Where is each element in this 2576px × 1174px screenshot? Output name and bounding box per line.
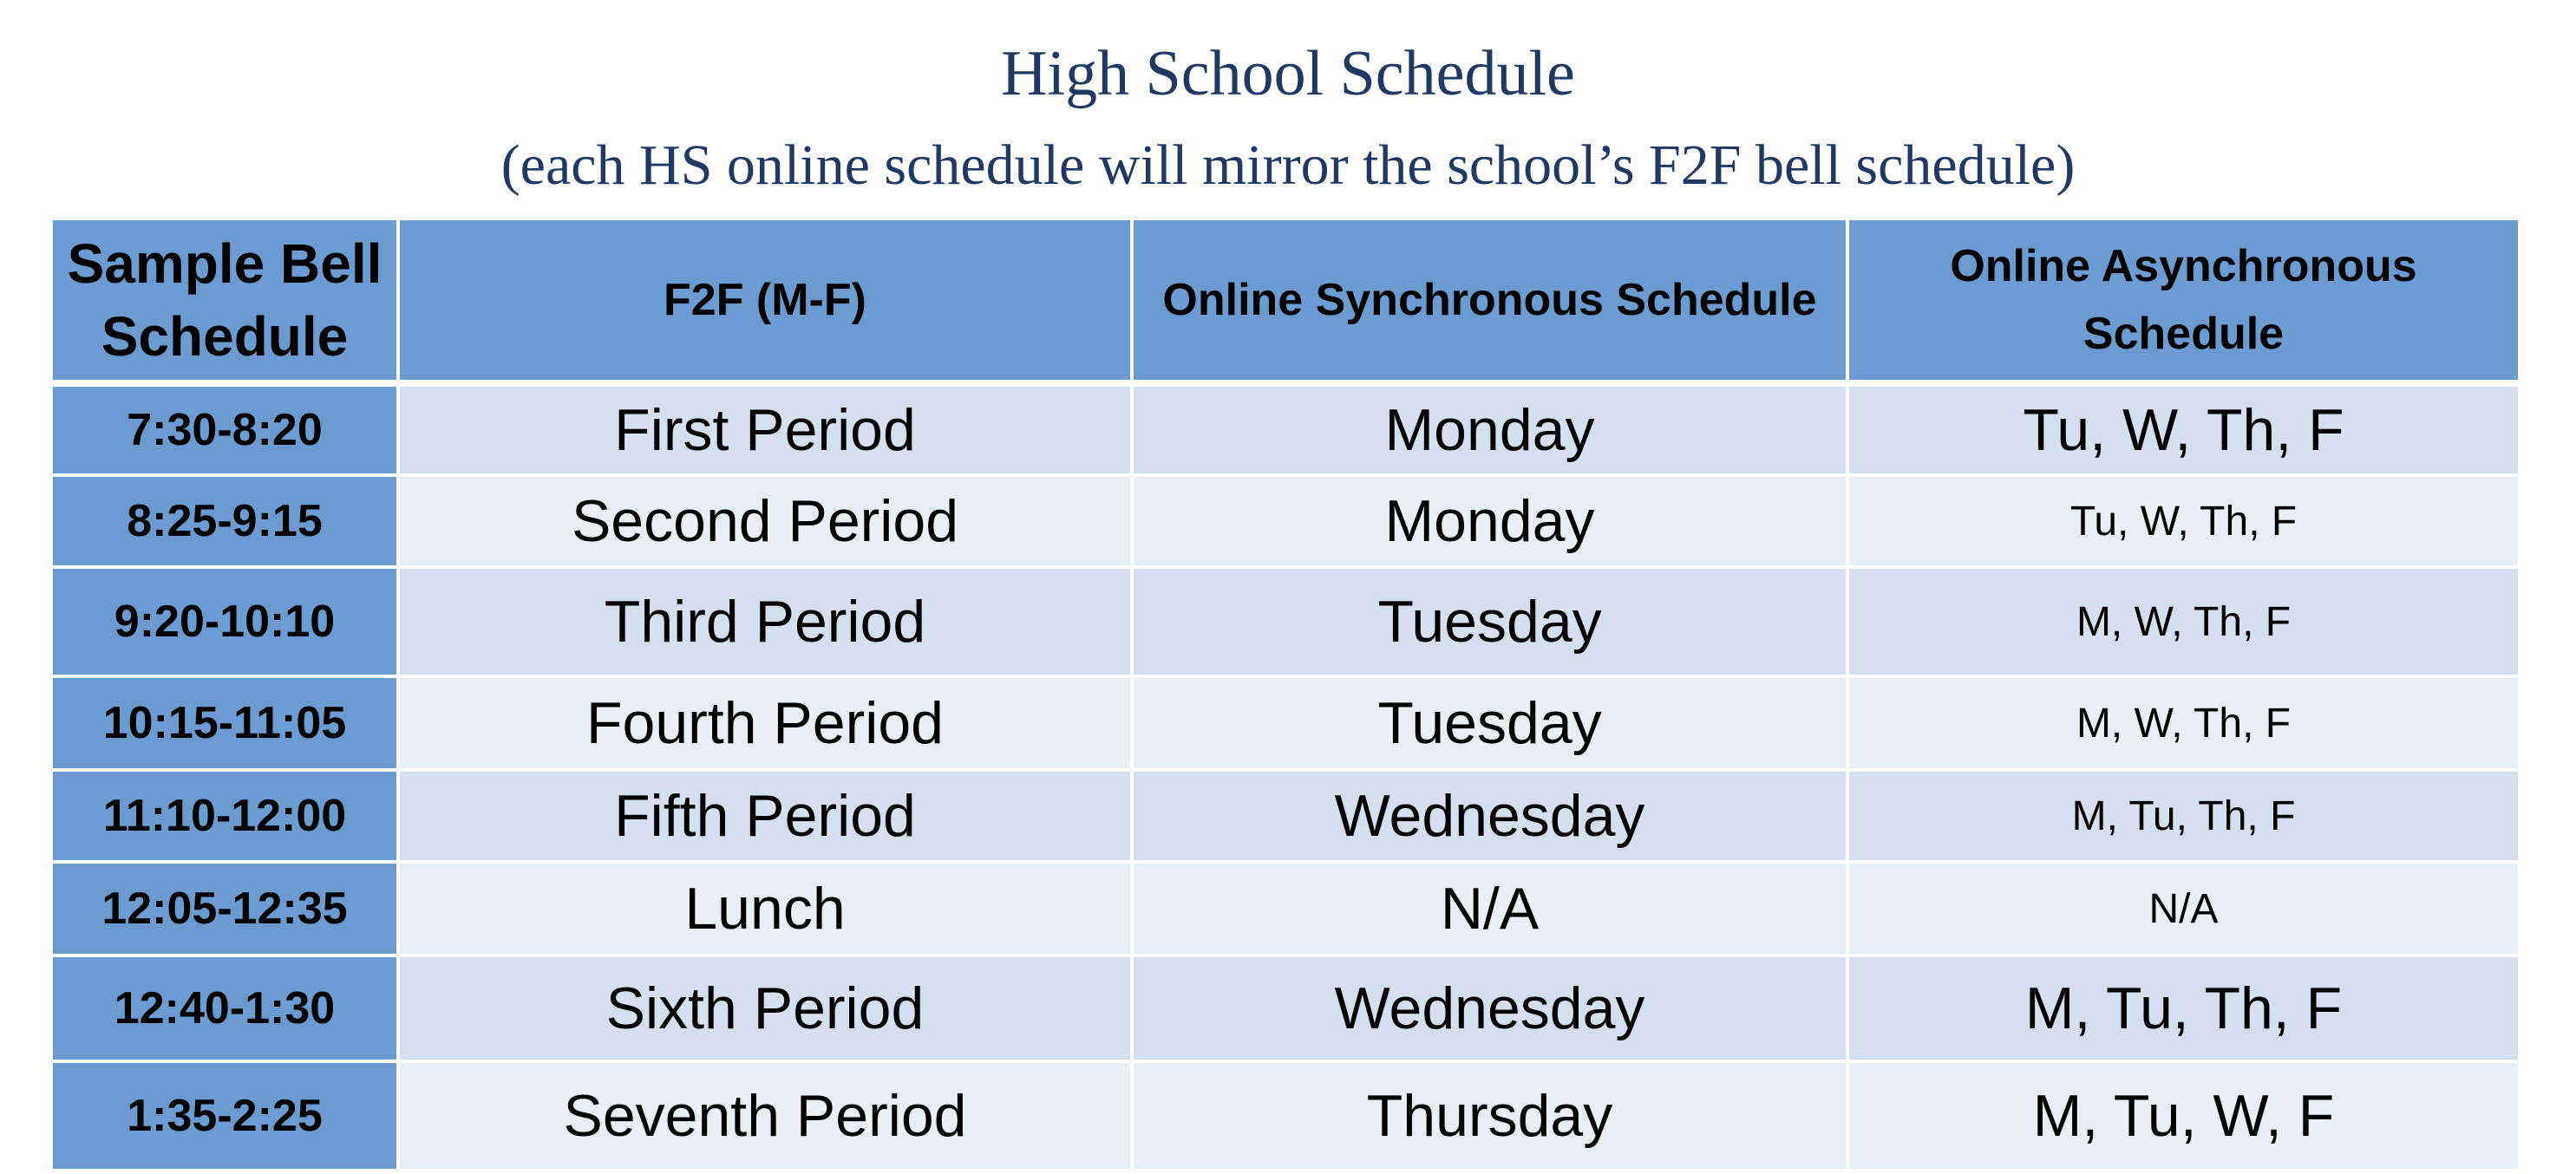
cell-async: M, Tu, Th, F [1847, 956, 2520, 1061]
header-row [51, 218, 2520, 383]
cell-f2f: Fourth Period [398, 676, 1132, 770]
cell-sync: Wednesday [1132, 770, 1847, 862]
cell-sync: Monday [1132, 383, 1847, 475]
cell-time: 9:20-10:10 [51, 567, 398, 676]
cell-sync: N/A [1132, 862, 1847, 956]
cell-f2f: Second Period [398, 475, 1132, 567]
cell-f2f: Third Period [398, 567, 1132, 676]
cell-sync: Wednesday [1132, 956, 1847, 1061]
cell-async: M, Tu, Th, F [1847, 770, 2520, 862]
page-subtitle: (each HS online schedule will mirror the school’s F2F bell schedule) [500, 134, 2076, 197]
header-online-asynchronous: Online Asynchronous Schedule [1847, 218, 2520, 383]
cell-time: 8:25-9:15 [51, 475, 398, 567]
cell-sync: Monday [1132, 475, 1847, 567]
table-row [51, 1061, 2520, 1171]
cell-async: M, W, Th, F [1847, 567, 2520, 676]
cell-f2f: Sixth Period [398, 956, 1132, 1061]
cell-time: 11:10-12:00 [51, 770, 398, 862]
table-row [51, 567, 2520, 676]
page-title: High School Schedule [1001, 38, 1575, 109]
cell-sync: Tuesday [1132, 676, 1847, 770]
cell-async: N/A [1847, 862, 2520, 956]
cell-sync: Thursday [1132, 1061, 1847, 1171]
cell-time: 10:15-11:05 [51, 676, 398, 770]
cell-async: M, Tu, W, F [1847, 1061, 2520, 1171]
schedule-table [49, 217, 2521, 1172]
header-bell-schedule: Sample Bell Schedule [51, 218, 398, 383]
cell-time: 12:40-1:30 [51, 956, 398, 1061]
table-header [51, 218, 2520, 383]
cell-async: Tu, W, Th, F [1847, 475, 2520, 567]
table-row [51, 956, 2520, 1061]
cell-async: Tu, W, Th, F [1847, 383, 2520, 475]
table-row [51, 383, 2520, 475]
cell-time: 1:35-2:25 [51, 1061, 398, 1171]
table-row [51, 475, 2520, 567]
cell-f2f: Fifth Period [398, 770, 1132, 862]
cell-sync: Tuesday [1132, 567, 1847, 676]
cell-time: 12:05-12:35 [51, 862, 398, 956]
table-row [51, 770, 2520, 862]
cell-time: 7:30-8:20 [51, 383, 398, 475]
table-row [51, 676, 2520, 770]
cell-f2f: Seventh Period [398, 1061, 1132, 1171]
cell-async: M, W, Th, F [1847, 676, 2520, 770]
cell-f2f: First Period [398, 383, 1132, 475]
header-online-synchronous: Online Synchronous Schedule [1132, 218, 1847, 383]
table-row [51, 862, 2520, 956]
cell-f2f: Lunch [398, 862, 1132, 956]
table-body [51, 383, 2520, 1171]
header-f2f: F2F (M-F) [398, 218, 1132, 383]
